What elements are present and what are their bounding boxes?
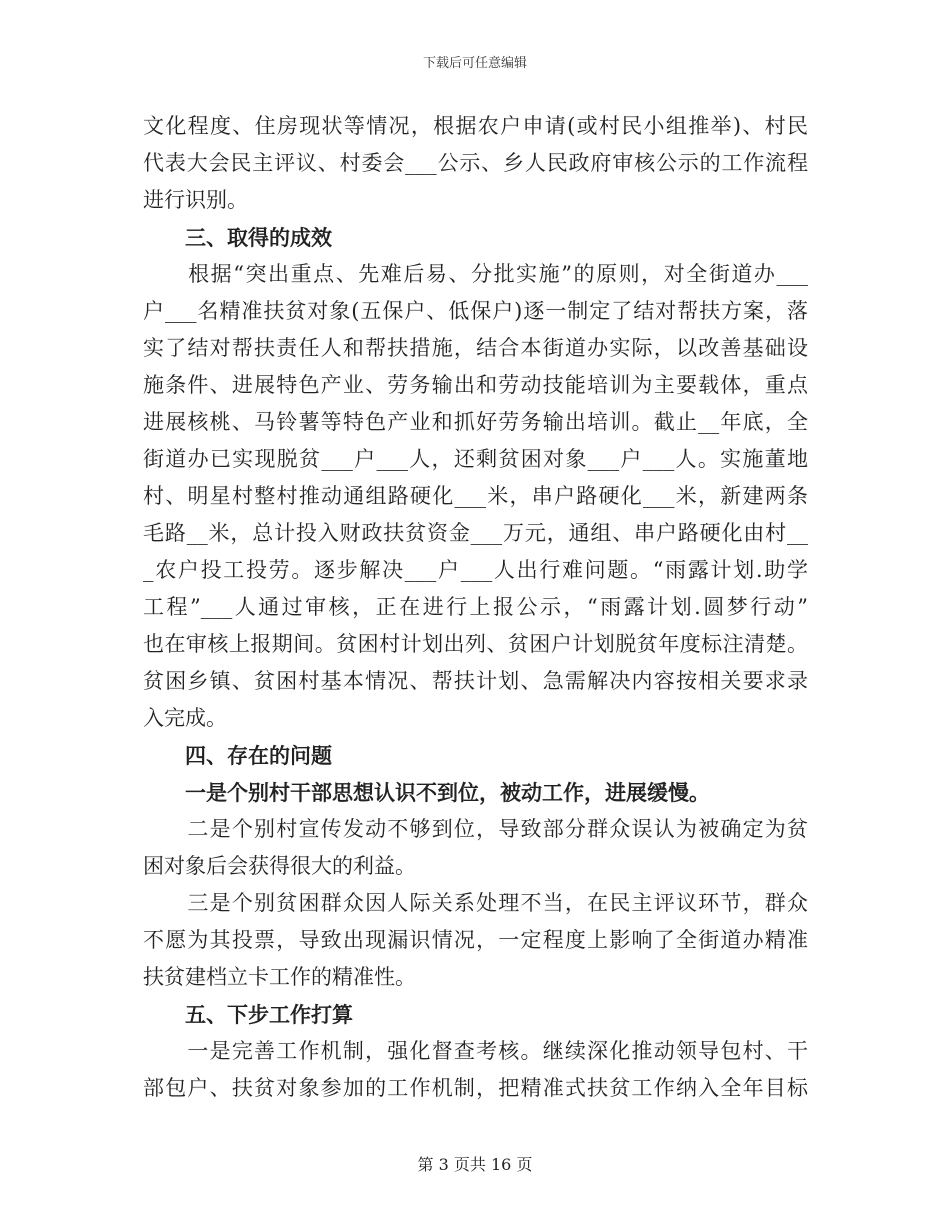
section-heading: 四、存在的问题 — [185, 743, 332, 768]
text-line: 代表大会民主评议、村委会___公示、乡人民政府审核公示的工作流程 — [143, 151, 808, 175]
text-line: 村、明星村整村推动通组路硬化___米，串户路硬化___米，新建两条 — [143, 484, 808, 508]
text-line: 困对象后会获得很大的利益。 — [143, 854, 416, 878]
text-line: 进展核桃、马铃薯等特色产业和抓好劳务输出培训。截止__年底，全 — [143, 410, 808, 434]
text-line: 实了结对帮扶责任人和帮扶措施，结合本街道办实际，以改善基础设 — [143, 336, 808, 360]
document-body — [143, 108, 808, 1107]
text-line: 入完成。 — [143, 706, 227, 730]
page-header: 下载后可任意编辑 — [422, 56, 527, 71]
text-line: 一是个别村干部思想认识不到位，被动工作，进展缓慢。 — [143, 780, 710, 805]
text-line: 不愿为其投票，导致出现漏识情况，一定程度上影响了全街道办精准 — [143, 928, 808, 952]
text-line: _农户投工投劳。逐步解决___户___人出行难问题。“雨露计划.助学 — [143, 558, 808, 582]
text-line: 也在审核上报期间。贫困村计划出列、贫困户计划脱贫年度标注清楚。 — [143, 632, 808, 656]
text-line: 贫困乡镇、贫困村基本情况、帮扶计划、急需解决内容按相关要求录 — [143, 669, 808, 693]
text-line: 毛路__米，总计投入财政扶贫资金___万元，通组、串户路硬化由村__ — [143, 521, 808, 545]
page-number: 第 3 页共 16 页 — [417, 1155, 533, 1174]
text-line: 三是个别贫困群众因人际关系处理不当，在民主评议环节，群众 — [143, 891, 808, 915]
text-line: 一是完善工作机制，强化督查考核。继续深化推动领导包村、干 — [143, 1039, 808, 1063]
text-line: 进行识别。 — [143, 188, 248, 212]
text-line: 根据“突出重点、先难后易、分批实施”的原则，对全街道办___ — [143, 262, 808, 286]
text-line: 施条件、进展特色产业、劳务输出和劳动技能培训为主要载体，重点 — [143, 373, 808, 397]
text-line: 二是个别村宣传发动不够到位，导致部分群众误认为被确定为贫 — [143, 817, 808, 841]
section-heading: 三、取得的成效 — [185, 225, 332, 250]
text-line: 文化程度、住房现状等情况，根据农户申请(或村民小组推举)、村民 — [143, 114, 808, 138]
text-line: 工程”___人通过审核，正在进行上报公示，“雨露计划.圆梦行动” — [143, 595, 808, 619]
text-line: 部包户、扶贫对象参加的工作机制，把精准式扶贫工作纳入全年目标 — [143, 1076, 808, 1100]
text-line: 街道办已实现脱贫___户___人，还剩贫困对象___户___人。实施董地 — [143, 447, 808, 471]
text-line: 户___名精准扶贫对象(五保户、低保户)逐一制定了结对帮扶方案，落 — [143, 299, 808, 323]
text-line: 扶贫建档立卡工作的精准性。 — [143, 965, 416, 989]
section-heading: 五、下步工作打算 — [185, 1002, 353, 1027]
